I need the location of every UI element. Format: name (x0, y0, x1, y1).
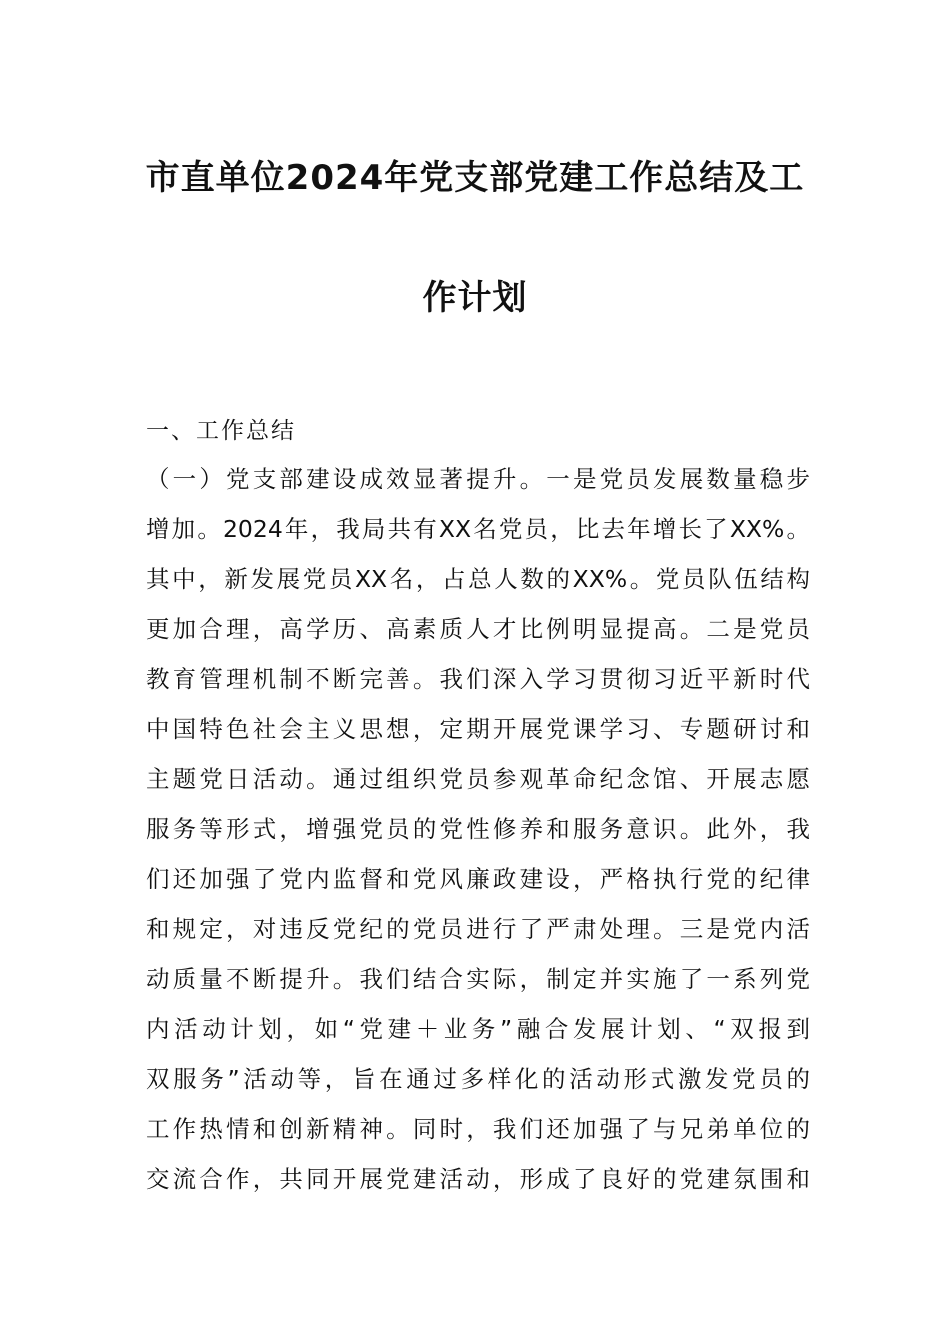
body-line: 其中，新发展党员XX名，占总人数的XX%。党员队伍结构 (146, 565, 810, 593)
body-line: 内活动计划，如“党建＋业务”融合发展计划、“双报到 (146, 1015, 810, 1043)
body-line: 教育管理机制不断完善。我们深入学习贯彻习近平新时代 (146, 665, 810, 693)
body-line: 工作热情和创新精神。同时，我们还加强了与兄弟单位的 (146, 1115, 810, 1143)
document-title-line-1: 市直单位2024年党支部党建工作总结及工 (145, 158, 805, 198)
body-paragraph (146, 462, 810, 1212)
body-line: 增加。2024年，我局共有XX名党员，比去年增长了XX%。 (146, 515, 810, 543)
body-line: 中国特色社会主义思想，定期开展党课学习、专题研讨和 (146, 715, 810, 743)
body-line: 主题党日活动。通过组织党员参观革命纪念馆、开展志愿 (146, 765, 810, 793)
section-heading: 一、工作总结 (146, 418, 296, 444)
body-line: 双服务”活动等，旨在通过多样化的活动形式激发党员的 (146, 1065, 810, 1093)
body-line: 交流合作，共同开展党建活动，形成了良好的党建氛围和 (146, 1165, 810, 1193)
body-line: 更加合理，高学历、高素质人才比例明显提高。二是党员 (146, 615, 810, 643)
body-line: 们还加强了党内监督和党风廉政建设，严格执行党的纪律 (146, 865, 810, 893)
body-line: （一）党支部建设成效显著提升。一是党员发展数量稳步 (146, 465, 810, 493)
body-line: 和规定，对违反党纪的党员进行了严肃处理。三是党内活 (146, 915, 810, 943)
body-line: 服务等形式，增强党员的党性修养和服务意识。此外，我 (146, 815, 810, 843)
body-line: 动质量不断提升。我们结合实际，制定并实施了一系列党 (146, 965, 810, 993)
document-title-line-2: 作计划 (422, 278, 528, 318)
